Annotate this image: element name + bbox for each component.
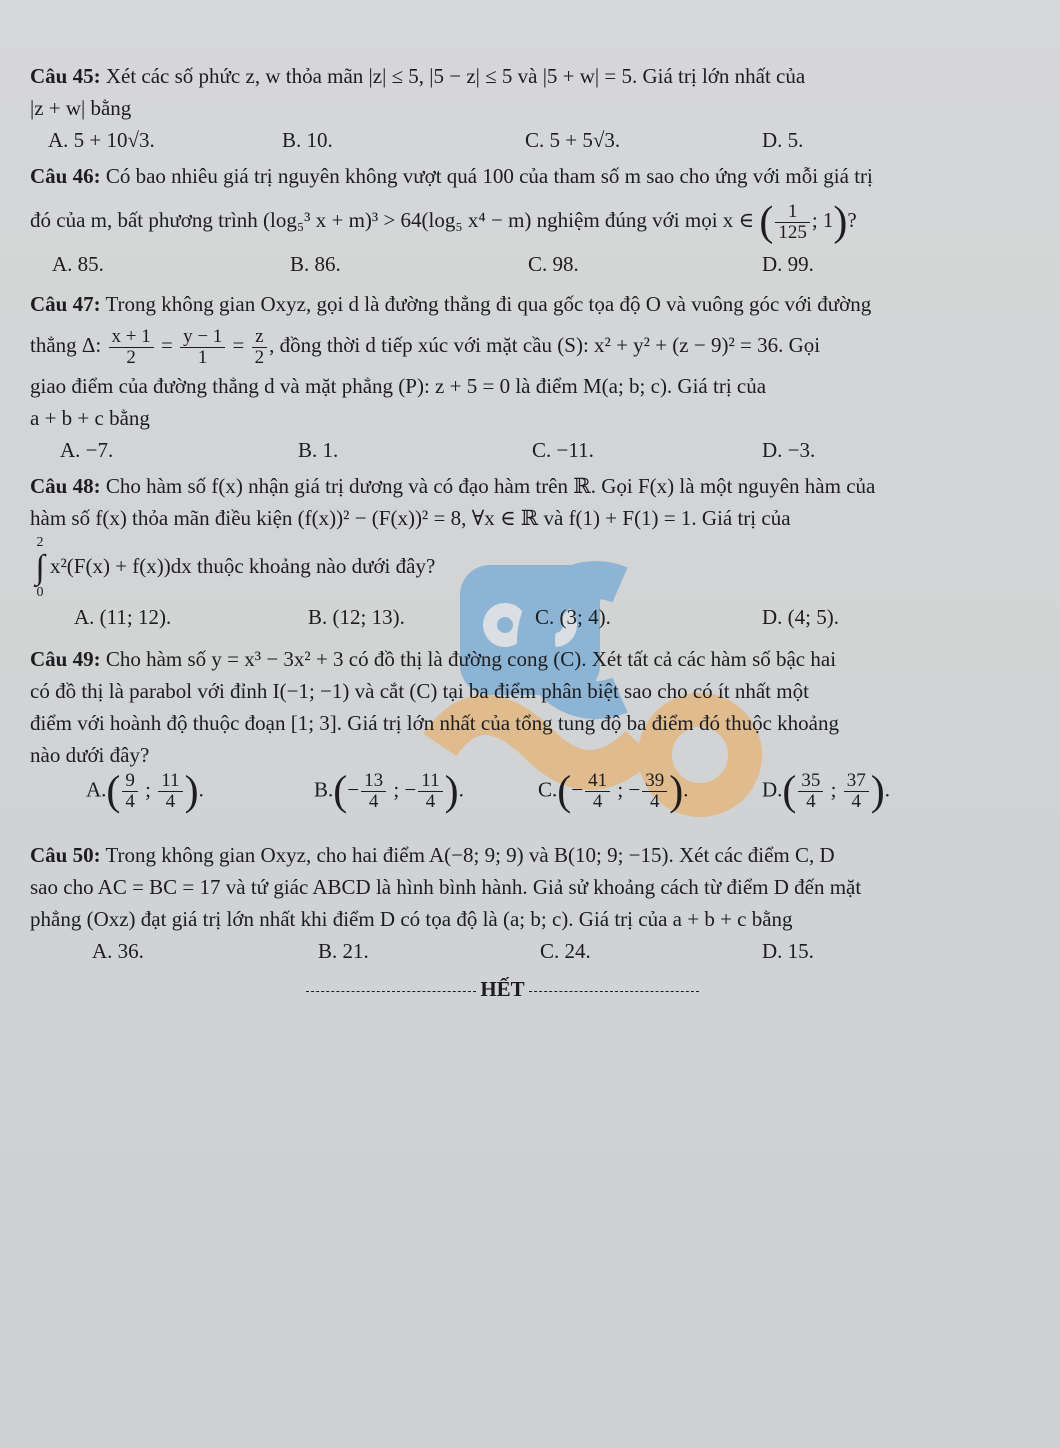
- option-c[interactable]: C. −11.: [532, 438, 594, 462]
- question-text: sao cho AC = BC = 17 và tứ giác ABCD là hình bình hành. Giả sử khoảng cách từ điểm D đến mặt: [30, 875, 862, 900]
- question-text: Cho hàm số y = x³ − 3x² + 3 có đồ thị là đường cong (C). Xét tất cả các hàm số bậc hai: [105, 647, 837, 672]
- answer-options: [30, 601, 975, 633]
- option-a[interactable]: A. 85.: [52, 252, 104, 276]
- question-text: nào dưới đây?: [30, 743, 150, 768]
- option-a[interactable]: A. −7.: [60, 438, 114, 462]
- question-label: Câu 45:: [30, 64, 101, 88]
- integral-symbol: 2 ∫ 0: [35, 535, 45, 601]
- question-text: Xét các số phức z, w thỏa mãn |z| ≤ 5, |5 − z| ≤ 5 và |5 + w| = 5. Giá trị lớn nhất của: [105, 64, 806, 88]
- question-label: Câu 48:: [30, 474, 101, 498]
- option-b[interactable]: B. 10.: [282, 128, 333, 152]
- option-c[interactable]: C. 98.: [528, 252, 579, 276]
- question-49: [30, 643, 975, 829]
- question-text: x²(F(x) + f(x))dx thuộc khoảng nào dưới đây?: [50, 554, 436, 578]
- option-a[interactable]: A. (11; 12).: [74, 605, 172, 630]
- option-a[interactable]: A.( $\frac{9}{4}$ ; $\frac{11}{4}$ ).: [86, 768, 204, 815]
- option-c[interactable]: C. 5 + 5√3.: [525, 128, 621, 152]
- end-marker: HẾT: [30, 973, 975, 1005]
- option-d[interactable]: D. 5.: [762, 128, 804, 152]
- fraction: $\frac{z}{2}$: [252, 327, 268, 368]
- fraction: $\frac{y - 1}{1}$: [180, 327, 225, 368]
- question-text: Cho hàm số f(x) nhận giá trị dương và có đạo hàm trên ℝ. Gọi F(x) là một nguyên hàm của: [105, 474, 876, 498]
- option-c[interactable]: C. 24.: [540, 939, 591, 964]
- option-b[interactable]: B. (12; 13).: [308, 605, 405, 630]
- question-text: a + b + c bằng: [30, 406, 150, 430]
- option-b[interactable]: B. 21.: [318, 939, 369, 964]
- question-text: điểm với hoành độ thuộc đoạn [1; 3]. Giá trị lớn nhất của tổng tung độ ba điểm đó thuộc khoảng: [30, 711, 839, 736]
- question-label: Câu 49:: [30, 647, 101, 672]
- question-50: [30, 839, 975, 967]
- option-d[interactable]: D. −3.: [762, 438, 816, 462]
- question-text: phẳng (Oxz) đạt giá trị lớn nhất khi điểm D có tọa độ là (a; b; c). Giá trị của a + b + c bằng: [30, 907, 793, 932]
- option-a[interactable]: A. 5 + 10√3.: [48, 128, 155, 152]
- question-label: Câu 46:: [30, 164, 101, 188]
- question-label: Câu 50:: [30, 843, 101, 868]
- option-d[interactable]: D. 15.: [762, 939, 814, 964]
- answer-options: [30, 248, 975, 280]
- question-text: Trong không gian Oxyz, gọi d là đường thẳng đi qua gốc tọa độ O và vuông góc với đường: [105, 292, 872, 316]
- option-d[interactable]: D.( $\frac{35}{4}$ ; $\frac{37}{4}$ ).: [762, 768, 891, 815]
- option-b[interactable]: B. 1.: [298, 438, 339, 462]
- question-text: hàm số f(x) thỏa mãn điều kiện (f(x))² − (F(x))² = 8, ∀x ∈ ℝ và f(1) + F(1) = 1. Giá trị của: [30, 506, 791, 530]
- question-46: Câu 46: Có bao nhiêu giá trị nguyên không vượt quá 100 của tham số m sao cho ứng với mỗi giá trị đó của m, bất phương trình (log₅³ x + m)³ > 64(log₅ x⁴ − m) nghiệm đúng với mọi x ∈ ( $\frac{1}{125}$ ; 1)? A. 85. B. 86. C. 98. D. 99.: [30, 160, 975, 280]
- question-45: [30, 60, 975, 156]
- option-b[interactable]: B.(− $\frac{13}{4}$ ; − $\frac{11}{4}$ ).: [314, 768, 464, 815]
- question-text: thẳng Δ:: [30, 333, 102, 357]
- answer-options: [30, 768, 975, 829]
- option-c[interactable]: C. (3; 4).: [535, 605, 611, 630]
- fraction: $\frac{x + 1}{2}$: [109, 327, 154, 368]
- question-text: Có bao nhiêu giá trị nguyên không vượt quá 100 của tham số m sao cho ứng với mỗi giá trị: [105, 164, 873, 188]
- question-text: giao điểm của đường thẳng d và mặt phẳng (P): z + 5 = 0 là điểm M(a; b; c). Giá trị của: [30, 374, 767, 398]
- fraction: $\frac{1}{125}$: [775, 202, 810, 243]
- question-48: [30, 470, 975, 633]
- option-a[interactable]: A. 36.: [92, 939, 144, 964]
- question-text: , đồng thời d tiếp xúc với mặt cầu (S): x² + y² + (z − 9)² = 36. Gọi: [269, 333, 821, 357]
- option-d[interactable]: D. 99.: [762, 252, 814, 276]
- questions-section: [30, 60, 975, 1005]
- option-d[interactable]: D. (4; 5).: [762, 605, 839, 630]
- answer-options: [30, 434, 975, 466]
- option-b[interactable]: B. 86.: [290, 252, 341, 276]
- question-text: đó của m, bất phương trình (log₅³ x + m)³ > 64(log₅ x⁴ − m) nghiệm đúng với mọi x ∈: [30, 208, 755, 232]
- question-text: có đồ thị là parabol với đỉnh I(−1; −1) và cắt (C) tại ba điểm phân biệt sao cho có ít nhất một: [30, 679, 809, 704]
- question-text: |z + w| bằng: [30, 96, 132, 120]
- question-47: Câu 47: Trong không gian Oxyz, gọi d là đường thẳng đi qua gốc tọa độ O và vuông góc với đường thẳng Δ: $\frac{x + 1}{2}$ = $\frac{y - 1}{1}$ = $\frac{z}{2}$ , đồng thời d tiếp xúc với mặt cầu (S): x² + y² + (z − 9)² = 36. Gọi giao điểm của đường thẳng d và mặt phẳng (P): z + 5 = 0 là điểm M(a; b; c). Giá trị của a + b + c bằng A. −7. B. 1. C. −11. D. −3.: [30, 288, 975, 466]
- answer-options: [30, 935, 975, 967]
- option-c[interactable]: C.(− $\frac{41}{4}$ ; − $\frac{39}{4}$ ).: [538, 768, 689, 815]
- question-label: Câu 47:: [30, 292, 101, 316]
- answer-options: [30, 124, 975, 156]
- question-text: Trong không gian Oxyz, cho hai điểm A(−8; 9; 9) và B(10; 9; −15). Xét các điểm C, D: [105, 843, 835, 868]
